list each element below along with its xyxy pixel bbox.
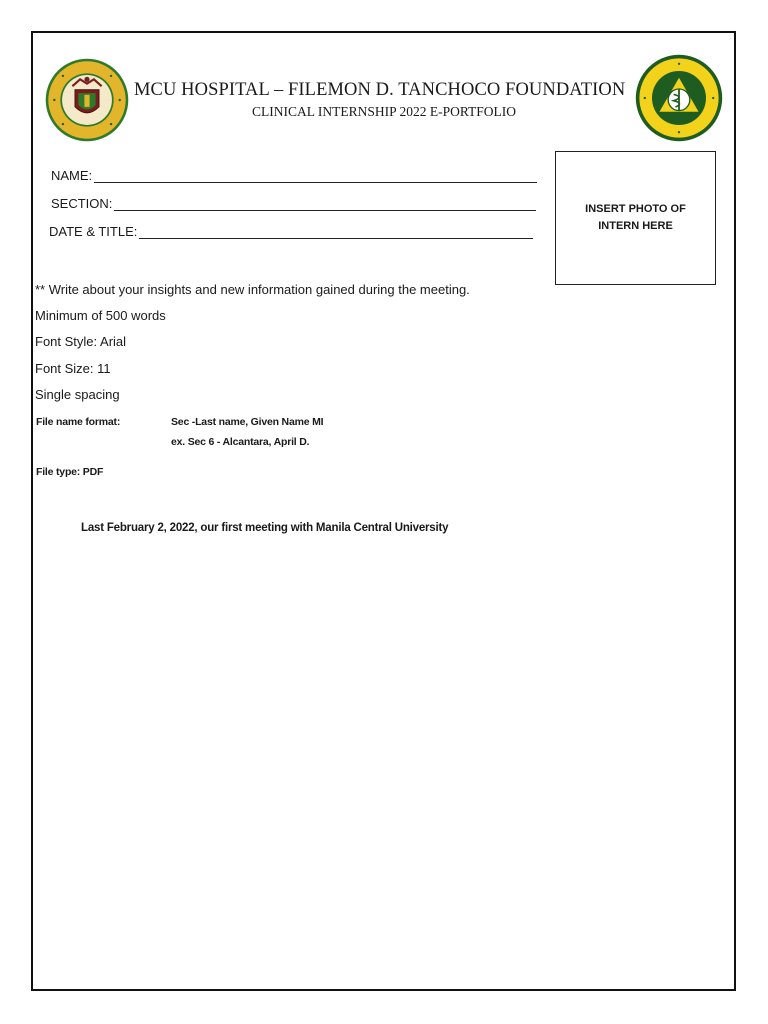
- file-type-label: File type: PDF: [36, 466, 104, 478]
- body-paragraph[interactable]: Last February 2, 2022, our first meeting with Manila Central University: [81, 522, 449, 534]
- section-blank-line[interactable]: [114, 198, 536, 211]
- name-label: NAME:: [51, 168, 93, 183]
- section-field[interactable]: [51, 196, 536, 211]
- instruction-font-size: Font Size: 11: [35, 361, 111, 376]
- photo-placeholder-label: INSERT PHOTO OF INTERN HERE: [585, 203, 686, 232]
- document-title: MCU HOSPITAL – FILEMON D. TANCHOCO FOUNDATION: [134, 80, 626, 100]
- file-name-example: ex. Sec 6 - Alcantara, April D.: [171, 436, 310, 448]
- instruction-insights: ** Write about your insights and new information gained during the meeting.: [35, 282, 470, 297]
- document-subtitle: CLINICAL INTERNSHIP 2022 E-PORTFOLIO: [251, 104, 517, 119]
- name-field[interactable]: [51, 168, 537, 183]
- name-blank-line[interactable]: [94, 170, 537, 183]
- date-title-label: DATE & TITLE:: [49, 224, 138, 239]
- instruction-word-count: Minimum of 500 words: [35, 308, 166, 323]
- instruction-font-style: Font Style: Arial: [35, 334, 127, 349]
- medical-foundation-seal-icon: [634, 53, 724, 143]
- date-title-field[interactable]: [49, 224, 533, 239]
- date-title-blank-line[interactable]: [139, 226, 533, 239]
- instruction-spacing: Single spacing: [35, 387, 120, 402]
- section-label: SECTION:: [51, 196, 113, 211]
- file-name-format-label: File name format:: [36, 416, 121, 428]
- file-name-format-value: Sec -Last name, Given Name MI: [171, 416, 324, 428]
- intern-photo-placeholder[interactable]: [555, 151, 716, 285]
- university-seal-icon: [44, 57, 130, 143]
